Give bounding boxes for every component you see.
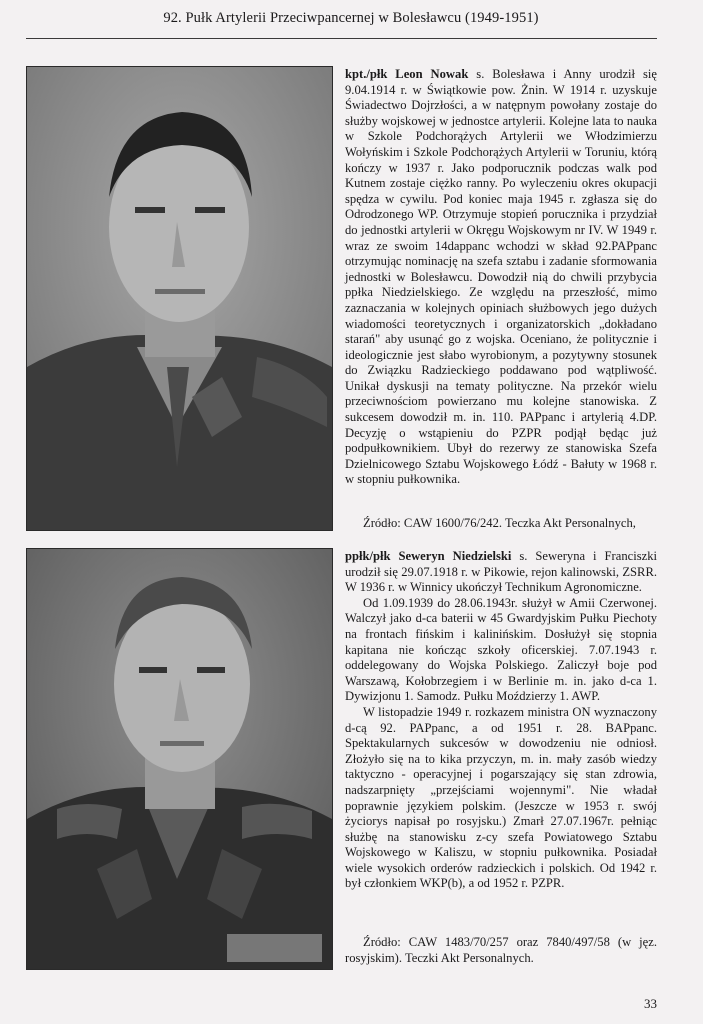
bio-paragraph-2: Od 1.09.1939 do 28.06.1943r. służył w Amii Czerwonej. Walczył jako d-ca baterii w 45 Gwardyjskim Pułku Piechoty na frontach fińskim i kalinińskim. Dosłużył się stopnia kapitana nie kończąc szkoły oficerskiej. 7.07.1943 r. oddelegowany do Wojska Polskiego. Zaliczył boje pod Warszawą, Kołobrzegiem i w Berlinie m. in. jako d-ca 1. Dywizjonu 1. Samodz. Pułku Moździerzy 1. AWP. <box>345 595 657 704</box>
running-header: 92. Pułk Artylerii Przeciwpancernej w Bolesławcu (1949-1951) <box>163 10 539 26</box>
source-text: Źródło: CAW 1600/76/242. Teczka Akt Personalnych, <box>363 516 636 530</box>
biography-leon-nowak <box>345 67 657 488</box>
bio-paragraph-3: W listopadzie 1949 r. rozkazem ministra ON wyznaczony d-cą 92. PAPpanc, a od 1951 r. 28. BAPpanc. Spektakularnych sukcesów w dowodzeniu nie odniosł. Złożyło się na to kika przyczyn, m. in. mały zasób wiedzy taktyczno - operacyjnej i pogarszający się stan zdrowia, nadszarpnięty „przejściami wojennymi". Nie władał poprawnie językiem polskim. (Jeszcze w 1953 r. swój życiorys napisał po rosyjsku.) Zmarł 27.07.1967r. pełniąc służbę na stanowisku z-cy szefa Powiatowego Sztabu Wojskowego w Kaliszu, w stopniu pułkownika. Posiadał wiele wysokich orderów radzieckich i polskich. Od 1942 r. był członkiem WKP(b), a od 1952 r. PZPR. <box>345 704 657 891</box>
source-text: Źródło: CAW 1483/70/257 oraz 7840/497/58 (w jęz. rosyjskim). Teczki Akt Personalnych. <box>345 935 657 965</box>
biography-seweryn-niedzielski <box>345 549 657 892</box>
page-number: 33 <box>644 996 657 1011</box>
bio-text: s. Bolesława i Anny urodził się 9.04.1914 r. w Świątkowie pow. Żnin. W 1914 r. uzyskuje Świadectwo Dojrzłości, a w natępnym powołany zostaje do służby wojskowej w jednostce artylerii. Kolejne lata to nauka w Szkole Podchorążych Artylerii we Włodzimierzu Wołyńskim i Szkole Podchorążych Artylerii w Toruniu, którą kończy w 1937 r. Jako podporucznik podczas walk pod Kutnem zostaje ciężko ranny. Po wyleczeniu okres okupacji spędza w cywilu. Pod koniec maja 1945 r. zgłasza się do Odrodzonego WP. Otrzymuje stopień porucznika i przydział do jednostki artylerii w Okręgu Wojskowym nr IV. W 1949 r. wraz ze swoim 14dappanc wchodzi w skład 92.PAPpanc otrzymując nominację na szefa sztabu i zadanie sformowania jednostki w Bolesławcu. Dowodził nią do chwili przybycia ppłka Niedzielskiego. Ze względu na przeszłość, mimo zaznaczania w kolejnych opiniach służbowych jego dużych wiadomości teoretycznych i organizatorskich „dokładano starań" aby usunąć go z wojska. Oceniano, że politycznie i ideologicznie jest słabo wyrobionym, a pozytywny stosunek do Związku Radzieckiego poddawano pod wątpliwość. Unikał dyskusji na tematy polityczne. Na przekór wielu przeciwnościom powierzano mu kolejne stanowiska. Z sukcesem dowodził m. in. 110. PAPpanc i artylerią 4.DP. Decyzję o wstąpieniu do PZPR podjął będąc już podpułkownikiem. Ubył do rezerwy ze stanowiska Szefa Dzielnicowego Sztabu Wojskowego Łódź - Bałuty w 1968 r. w stopniu pułkownika. <box>345 67 657 487</box>
header-rule <box>26 38 657 39</box>
source-note-seweryn-niedzielski <box>345 935 657 966</box>
bio-text: s. Seweryna i Franciszki urodził się 29.07.1918 r. w Pikowie, rejon kalinowski, ZSRR. W 1936 r. w Winnicy ukończył Technikum Agronomiczne. <box>345 549 657 595</box>
portrait-photo-leon-nowak <box>26 66 333 531</box>
bio-paragraph <box>345 67 657 488</box>
bio-paragraph <box>345 549 657 596</box>
person-name: kpt./płk Leon Nowak <box>345 67 469 81</box>
portrait-photo-seweryn-niedzielski <box>26 548 333 970</box>
source-note-leon-nowak <box>345 516 657 532</box>
person-name: ppłk/płk Seweryn Niedzielski <box>345 549 512 563</box>
